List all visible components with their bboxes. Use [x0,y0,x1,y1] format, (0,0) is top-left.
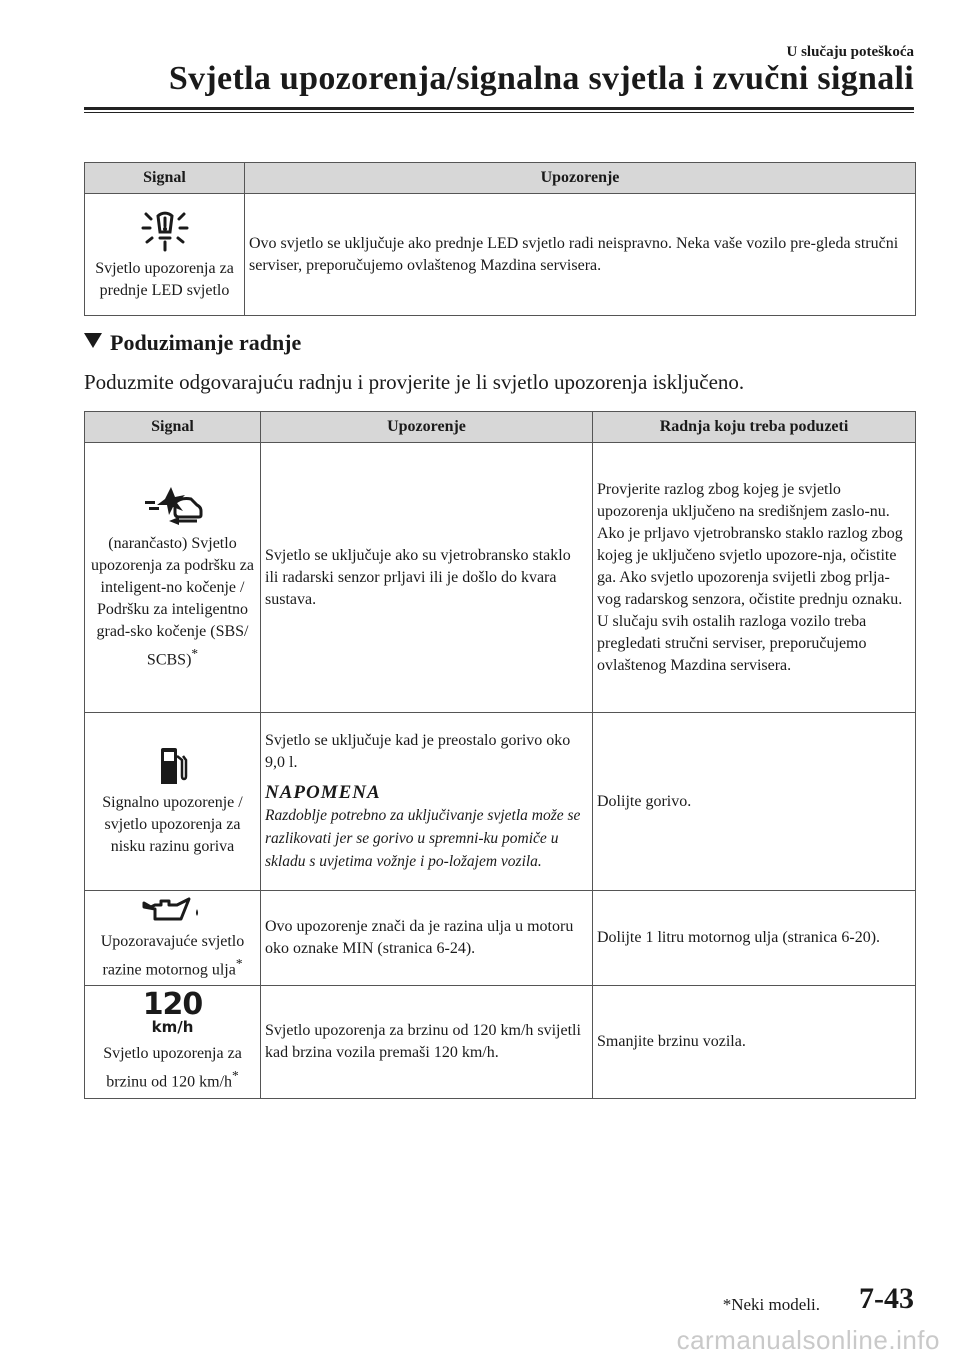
warning-text: Ovo svjetlo se uključuje ako prednje LED svjetlo radi neispravno. Neka vaše vozilo pre-gleda stručni serviser, preporučujemo ovlaštenog Mazdina servisera. [245,194,916,316]
footnote: *Neki modeli. [722,1295,820,1314]
note-title: NAPOMENA [265,782,381,803]
page-title: Svjetla upozorenja/signalna svjetla i zvučni signali [168,60,914,97]
section-label: U slučaju poteškoća [786,44,914,60]
signal-cell [85,443,261,713]
action-text: Dolijte 1 litru motornog ulja (stranica 6-20). [593,891,916,986]
signal-cell [85,986,261,1098]
signal-label: Signalno upozorenje / svjetlo upozorenja za nisku razinu goriva [102,793,243,855]
footnote-mark: * [191,646,199,662]
page-number: 7-43 [859,1282,914,1315]
warning-text: Svjetlo se uključuje ako su vjetrobransko staklo ili radarski senzor prljavi ili je došlo do kvara sustava. [261,443,593,713]
warning-table-1 [84,162,916,316]
footnote-mark: * [235,956,243,971]
speed-120-unit: km/h [151,1018,194,1037]
table-row [85,891,916,986]
led-headlight-warning-icon [140,208,190,252]
title-rule [84,107,914,110]
col-header-signal: Signal [85,412,261,443]
signal-label: Svjetlo upozorenja za prednje LED svjetlo [95,259,234,299]
action-text: Smanjite brzinu vozila. [593,986,916,1098]
note-body: Razdoblje potrebno za uključivanje svjetla može se razlikovati jer se gorivo u spremni-ku pomiče u skladu s uvjetima vožnje i po-ložajem vozila. [265,807,581,870]
signal-cell [85,713,261,891]
footnote-mark: * [232,1068,239,1084]
section-heading-text: Poduzimanje radnje [110,330,302,355]
warning-text: Svjetlo se uključuje kad je preostalo gorivo oko 9,0 l. [265,732,571,771]
speed-120-number: 120 [142,987,203,1023]
table-row [85,986,916,1098]
signal-cell [85,194,245,316]
action-text: Dolijte gorivo. [593,713,916,891]
signal-cell [85,891,261,986]
intro-text: Poduzmite odgovarajuću radnju i provjerite je li svjetlo upozorenja isključeno. [84,370,745,394]
section-heading [84,330,301,356]
speed-120-icon [89,987,256,1037]
table-row [85,443,916,713]
title-rule-thin [84,112,914,113]
signal-label: (narančasto) Svjetlo upozorenja za podršku za inteligent-no kočenje / Podršku za inteligentno grad-sko kočenje (SBS/ SCBS) [90,535,255,669]
warning-text: Svjetlo upozorenja za brzinu od 120 km/h svijetli kad brzina vozila premaši 120 km/h. [261,986,593,1098]
col-header-action: Radnja koju treba poduzeti [593,412,916,443]
signal-label: Upozoravajuće svjetlo razine motornog ulja [100,933,245,979]
oil-can-icon [141,895,205,925]
table-row [85,713,916,891]
warning-cell [261,713,593,891]
watermark: carmanualsonline.info [676,1325,940,1355]
fuel-pump-icon [158,746,188,786]
warning-table-2 [84,411,916,1099]
smart-brake-support-icon [141,483,205,527]
signal-label: Svjetlo upozorenja za brzinu od 120 km/h [103,1045,242,1091]
action-text: Provjerite razlog zbog kojeg je svjetlo upozorenja uključeno na središnjem zaslo-nu. Ako je prljavo vjetrobransko staklo razlog zbog kojeg je uključeno svjetlo upozore-nja, očistite ga. Ako svjetlo upozorenja svijetli zbog prlja-vog radarskog senzora, očistite prednju oznaku. U slučaju svih ostalih razloga vozilo treba pregledati stručni serviser, preporučujemo ovlaštenog Mazdina servisera. [593,443,916,713]
warning-text: Ovo upozorenje znači da je razina ulja u motoru oko oznake MIN (stranica 6-24). [261,891,593,986]
col-header-warning: Upozorenje [245,163,916,194]
col-header-signal: Signal [85,163,245,194]
col-header-warning: Upozorenje [261,412,593,443]
table-row [85,194,916,316]
triangle-bullet-icon [84,333,102,348]
